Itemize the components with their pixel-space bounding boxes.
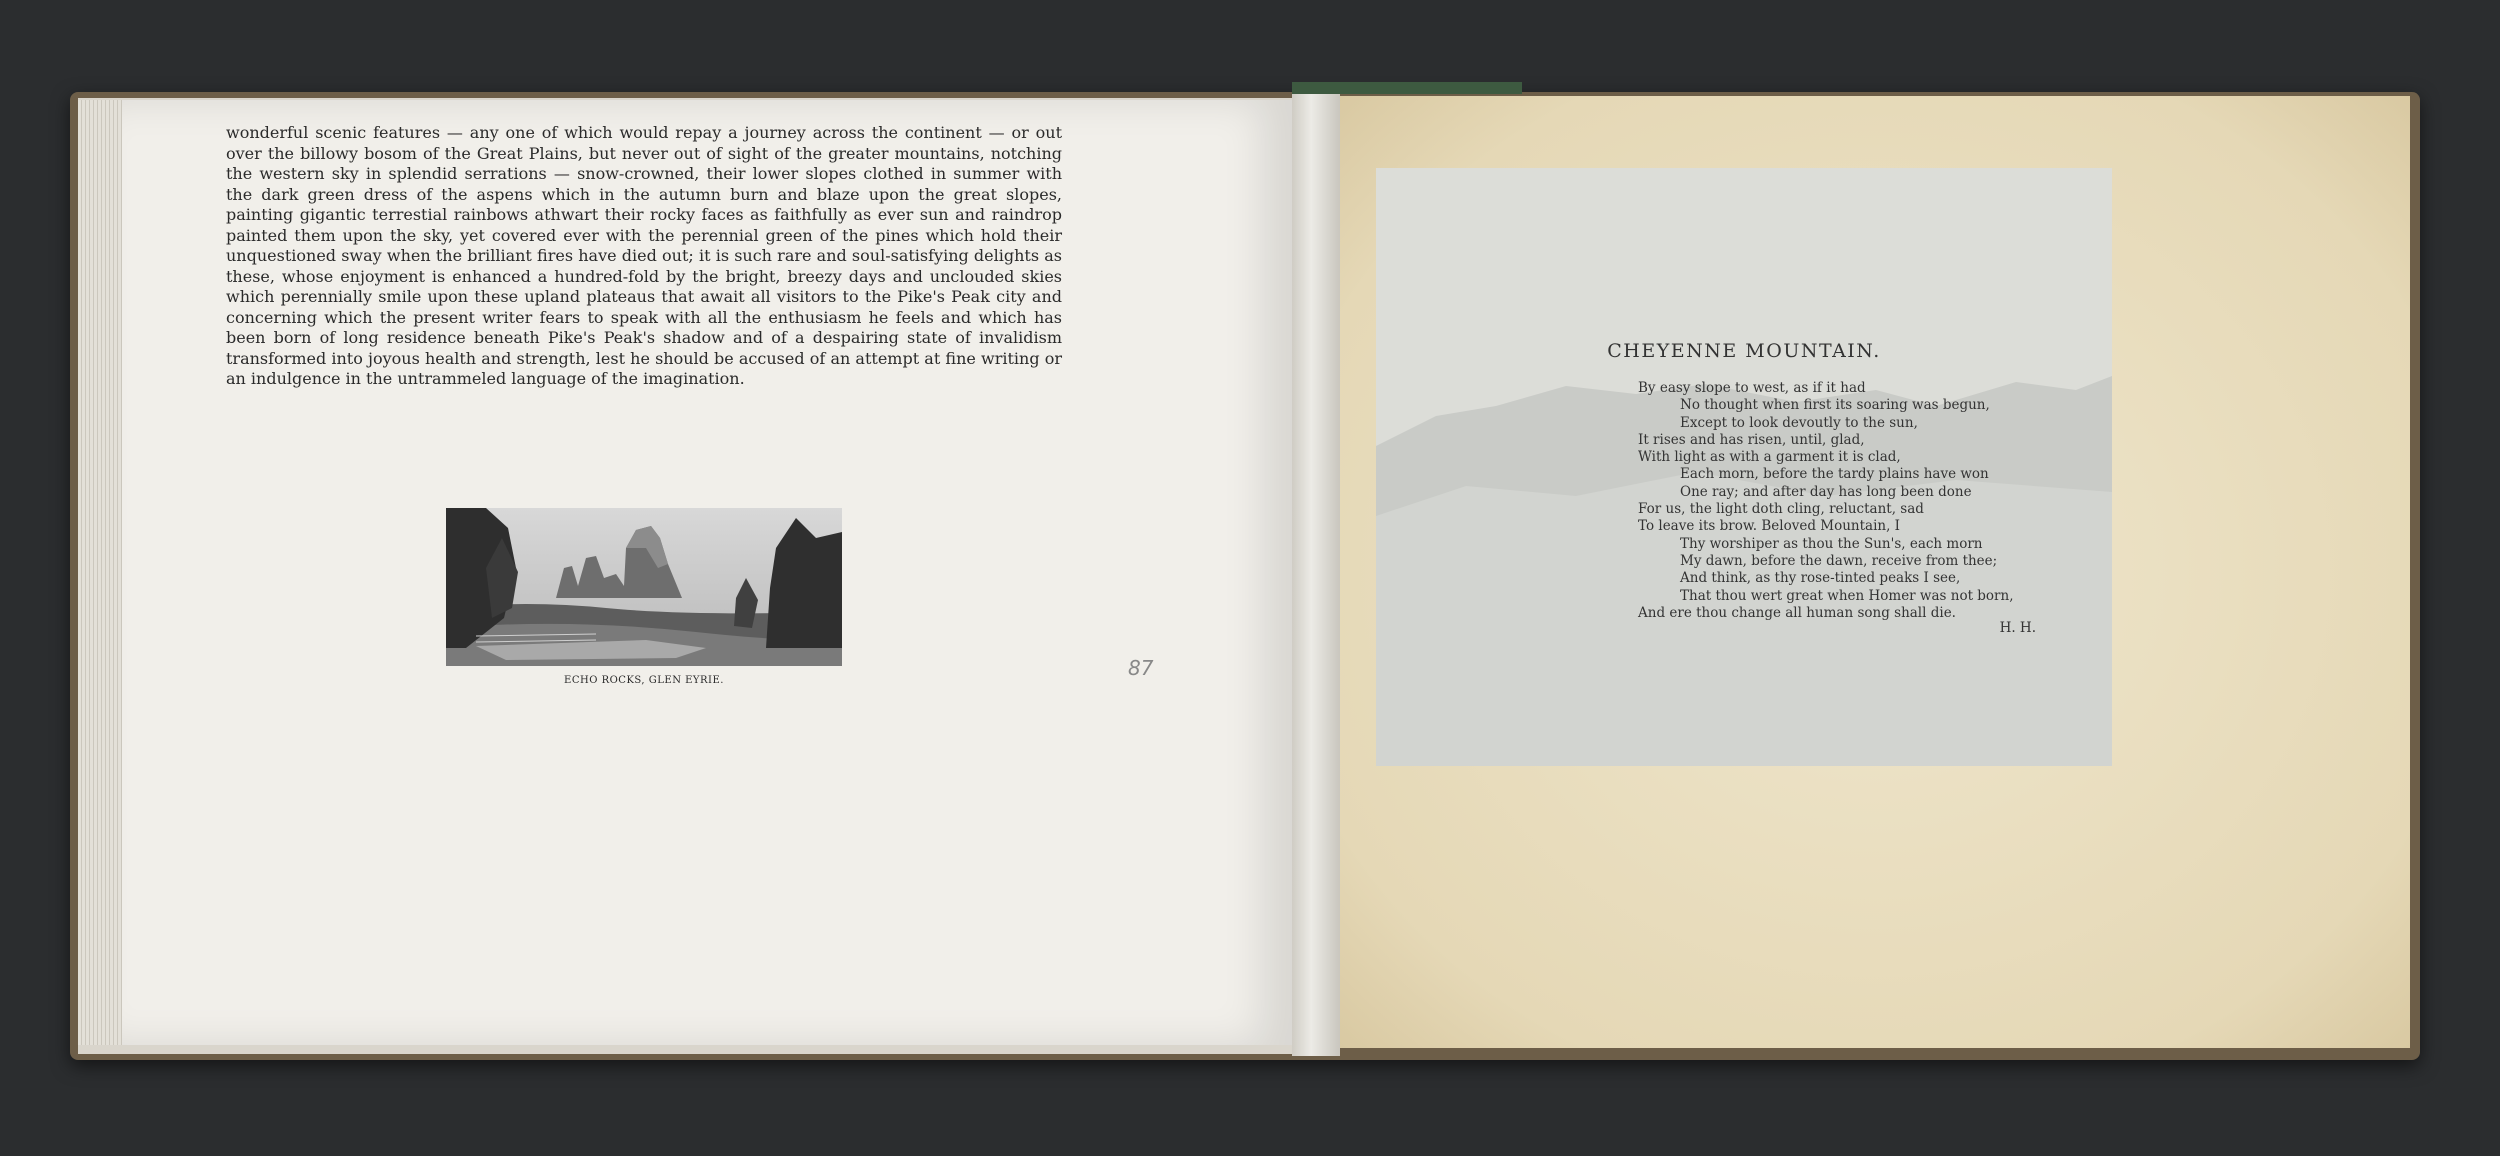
poem-line: For us, the light doth cling, reluctant, sad	[1638, 501, 1924, 518]
poem-line: With light as with a garment it is clad,	[1638, 449, 1901, 466]
book-gutter	[1292, 94, 1340, 1056]
landscape-illustration	[446, 508, 842, 666]
poem-line: That thou wert great when Homer was not born,	[1680, 587, 2014, 604]
poem-line: It rises and has risen, until, glad,	[1638, 431, 1865, 448]
poem-signature: H. H.	[1999, 620, 2036, 636]
photo-caption: ECHO ROCKS, GLEN EYRIE.	[564, 675, 724, 686]
poem-line: Thy worshiper as thou the Sun's, each morn	[1680, 535, 1983, 552]
poem-line: To leave its brow. Beloved Mountain, I	[1638, 518, 1901, 535]
poem-line: And think, as thy rose-tinted peaks I see,	[1680, 570, 1961, 587]
poem-body	[1638, 380, 2058, 622]
poem-line: My dawn, before the dawn, receive from thee;	[1680, 552, 1998, 569]
poem-line: No thought when first its soaring was begun,	[1680, 397, 1990, 414]
poem-title: CHEYENNE MOUNTAIN.	[1607, 340, 1881, 362]
poem-line: And ere thou change all human song shall die.	[1638, 604, 1956, 621]
poem-line: Except to look devoutly to the sun,	[1680, 414, 1918, 431]
spine-cloth	[1292, 82, 1522, 94]
poem-line: One ray; and after day has long been done	[1680, 483, 1972, 500]
poem-line: Each morn, before the tardy plains have won	[1680, 466, 1989, 483]
body-paragraph: wonderful scenic features — any one of which would repay a journey across the continent — or out over the billowy bosom of the Great Plains, but never out of sight of the greater mountains, notching the western sky in splendid serrations — snow-crowned, their lower slopes clothed in summer with the dark green dress of the aspens which in the autumn burn and blaze upon the great slopes, painting gigantic terrestial rainbows athwart their rocky faces as faithfully as ever sun and raindrop painted them upon the sky, yet covered ever with the perennial green of the pines which hold their unquestioned sway when the brilliant fires have died out; it is such rare and soul-satisfying delights as these, whose enjoyment is enhanced a hundred-fold by the bright, breezy days and unclouded skies which perennially smile upon these upland plateaus that await all visitors to the Pike's Peak city and concerning which the present writer fears to speak with all the enthusiasm he feels and which has been born of long residence beneath Pike's Peak's shadow and of a despairing state of invalidism transformed into joyous health and strength, lest he should be accused of an attempt at fine writing or an indulgence in the untrammeled language of the imagination.	[226, 123, 1062, 388]
pencil-page-number: 87	[1128, 656, 1154, 680]
echo-rocks-photo	[446, 508, 842, 666]
poem-line: By easy slope to west, as if it had	[1638, 380, 1866, 396]
